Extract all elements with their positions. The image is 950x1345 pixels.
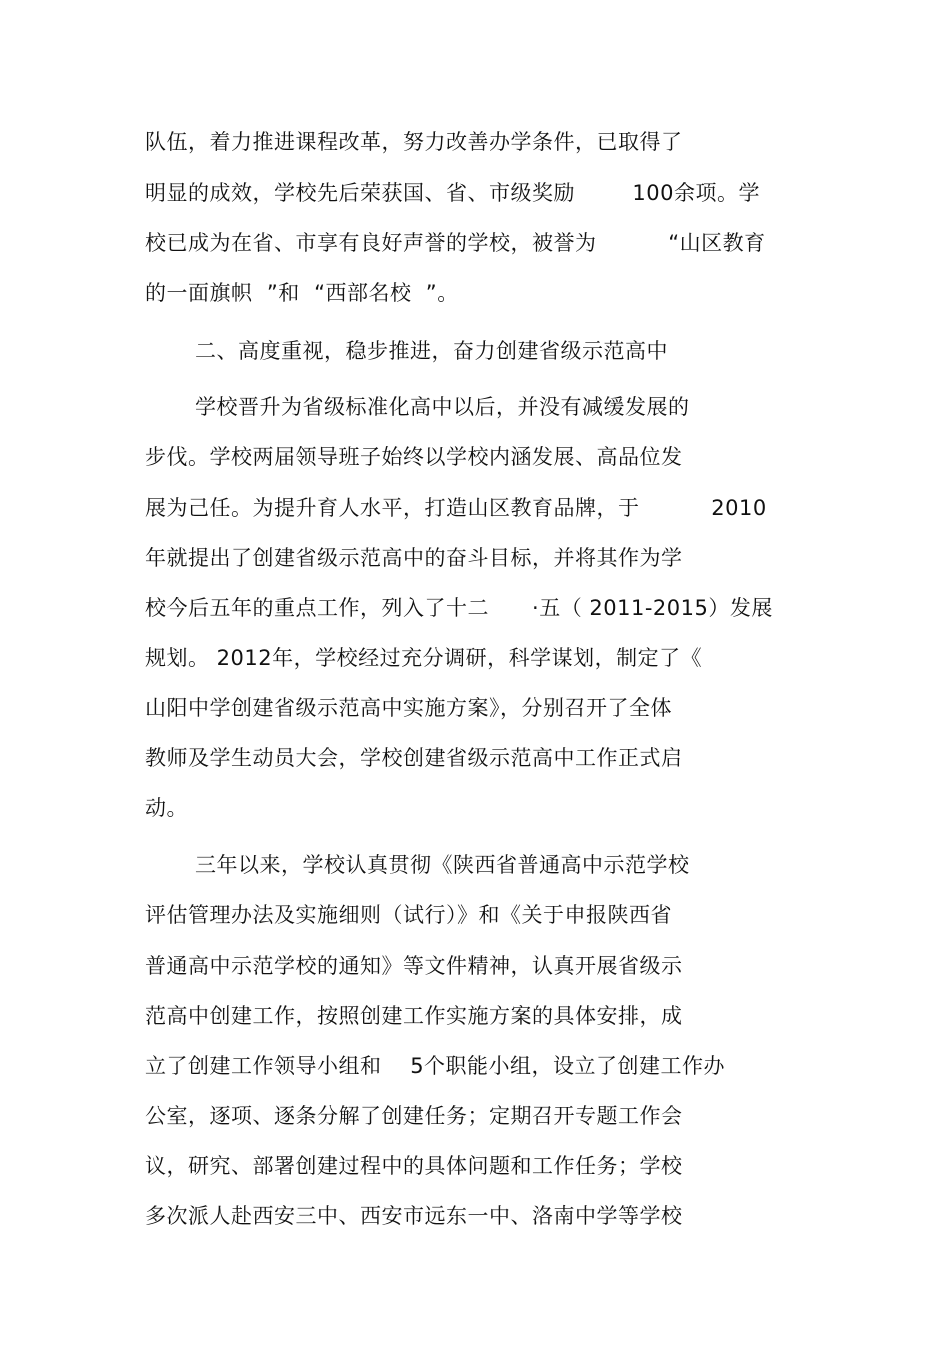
text-line-19: 立了创建工作领导小组和 5个职能小组，设立了创建工作办 bbox=[145, 1054, 726, 1078]
text-line-6: 学校晋升为省级标准化高中以后，并没有减缓发展的 bbox=[195, 395, 690, 419]
text-line-17: 普通高中示范学校的通知》等文件精神，认真开展省级示 bbox=[145, 954, 683, 978]
text-line-1: 队伍，着力推进课程改革，努力改善办学条件，已取得了 bbox=[145, 130, 683, 154]
text-line-13: 教师及学生动员大会，学校创建省级示范高中工作正式启 bbox=[145, 746, 683, 770]
text-line-15: 三年以来，学校认真贯彻《陕西省普通高中示范学校 bbox=[195, 853, 690, 877]
section-heading: 二、高度重视，稳步推进，奋力创建省级示范高中 bbox=[195, 339, 668, 363]
text-line-2: 明显的成效，学校先后荣获国、省、市级奖励 100余项。学 bbox=[145, 181, 760, 205]
text-line-14: 动。 bbox=[145, 796, 188, 820]
text-line-10: 校今后五年的重点工作，列入了十二 ·五（ 2011-2015）发展 bbox=[145, 596, 773, 620]
text-line-12: 山阳中学创建省级示范高中实施方案》，分别召开了全体 bbox=[145, 696, 672, 720]
text-line-8: 展为己任。为提升育人水平，打造山区教育品牌，于 2010 bbox=[145, 496, 767, 520]
text-line-3: 校已成为在省、市享有良好声誉的学校，被誉为 “山区教育 bbox=[145, 231, 766, 255]
text-line-16: 评估管理办法及实施细则（试行）》和《关于申报陕西省 bbox=[145, 903, 672, 927]
text-line-21: 议，研究、部署创建过程中的具体问题和工作任务；学校 bbox=[145, 1154, 683, 1178]
text-line-11: 规划。 2012年，学校经过充分调研，科学谋划，制定了《 bbox=[145, 646, 703, 670]
text-line-20: 公室，逐项、逐条分解了创建任务；定期召开专题工作会 bbox=[145, 1104, 683, 1128]
text-line-9: 年就提出了创建省级示范高中的奋斗目标，并将其作为学 bbox=[145, 546, 683, 570]
text-line-7: 步伐。学校两届领导班子始终以学校内涵发展、高品位发 bbox=[145, 445, 683, 469]
text-line-22: 多次派人赴西安三中、西安市远东一中、洛南中学等学校 bbox=[145, 1204, 683, 1228]
text-line-18: 范高中创建工作，按照创建工作实施方案的具体安排，成 bbox=[145, 1004, 683, 1028]
text-line-4: 的一面旗帜 ”和 “西部名校 ”。 bbox=[145, 281, 459, 305]
